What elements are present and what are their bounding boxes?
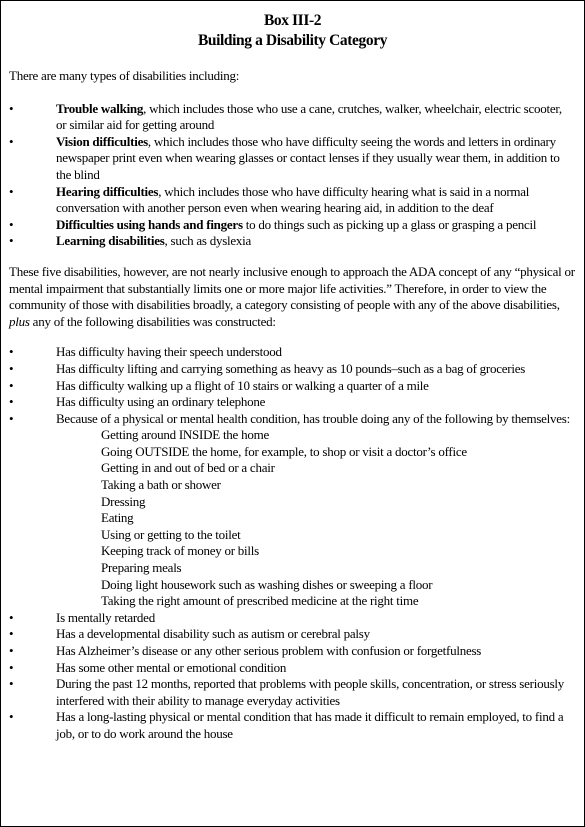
criterion-text: Has difficulty walking up a flight of 10 stairs or walking a quarter of a mile	[56, 377, 429, 393]
paragraph-text: These five disabilities, however, are not nearly inclusive enough to approach the ADA concept of any “physical or mental impairment that substantially limits one or more major life activities.” Therefore, in order to view the community of those with disabilities broadly, a category consisting of people with any of the above disabilities,	[9, 263, 575, 313]
disability-description: , which includes those who have difficulty seeing the words and letters in ordinary newspaper print even when wearing glasses or contact lenses if they usually wear them, in addition to the blind	[56, 133, 560, 182]
criterion-text: During the past 12 months, reported that problems with people skills, concentration, or stress seriously interfered with their ability to manage everyday activities	[56, 676, 564, 708]
activity-item: Getting in and out of bed or a chair	[101, 460, 275, 476]
disability-term: Learning disabilities	[56, 233, 165, 249]
activity-item: Using or getting to the toilet	[101, 526, 241, 542]
bullet: •	[9, 709, 14, 725]
criterion-text: Has Alzheimer’s disease or any other serious problem with confusion or forgetfulness	[56, 643, 482, 658]
list-item	[1, 610, 584, 627]
activity-item: Doing light housework such as washing dishes or sweeping a floor	[101, 576, 433, 592]
list-item	[1, 344, 584, 361]
activity-item: Taking a bath or shower	[101, 477, 221, 493]
bullet: •	[9, 659, 14, 675]
criteria-list	[1, 344, 584, 742]
list-item	[1, 361, 584, 378]
bullet: •	[9, 676, 14, 692]
list-item	[1, 411, 584, 610]
list-item	[1, 709, 584, 742]
list-item	[1, 378, 584, 395]
list-item	[1, 394, 584, 411]
bullet: •	[9, 394, 14, 410]
activity-item: Going OUTSIDE the home, for example, to shop or visit a doctor’s office	[101, 443, 467, 459]
daily-activities-sublist	[56, 427, 574, 610]
emphasis-word: plus	[9, 313, 30, 329]
activity-item: Getting around INSIDE the home	[101, 427, 269, 443]
list-item	[1, 643, 584, 660]
disability-description: to do things such as picking up a glass or grasping a pencil	[242, 216, 537, 232]
list-item	[1, 217, 584, 234]
list-item	[1, 676, 584, 709]
disability-types-list	[1, 101, 584, 250]
criterion-text: Has a developmental disability such as autism or cerebral palsy	[56, 626, 370, 642]
bullet: •	[9, 410, 14, 426]
list-item	[1, 101, 584, 134]
disability-description: , which includes those who have difficulty hearing what is said in a normal conversation with another person even when wearing hearing aid, in addition to the deaf	[56, 183, 530, 216]
criterion-text: Has difficulty having their speech understood	[56, 344, 282, 360]
explanation-paragraph	[9, 264, 576, 330]
intro-text: There are many types of disabilities including:	[9, 68, 240, 83]
disability-term: Difficulties using hands and fingers	[56, 216, 243, 232]
bullet: •	[9, 609, 14, 625]
criterion-text: Has difficulty lifting and carrying something as heavy as 10 pounds–such as a bag of groceries	[56, 360, 526, 376]
list-item	[1, 184, 584, 217]
bullet: •	[9, 377, 14, 393]
activity-item: Preparing meals	[101, 560, 182, 576]
disability-term: Hearing difficulties	[56, 183, 159, 199]
bullet: •	[9, 183, 14, 199]
bullet: •	[9, 360, 14, 376]
disability-term: Vision difficulties	[56, 133, 148, 149]
bullet: •	[9, 626, 14, 642]
paragraph-text-end: any of the following disabilities was constructed:	[29, 313, 276, 329]
list-item	[1, 134, 584, 184]
list-item	[1, 626, 584, 643]
bullet: •	[9, 133, 14, 149]
criterion-text: Has difficulty using an ordinary telephone	[56, 394, 266, 410]
criterion-text: Has a long-lasting physical or mental condition that has made it difficult to remain employed, to find a job, or to do work around the house	[56, 709, 564, 741]
list-item	[1, 660, 584, 677]
activity-item: Keeping track of money or bills	[101, 543, 259, 559]
box-heading	[1, 11, 584, 51]
disability-description: , which includes those who use a cane, crutches, walker, wheelchair, electric scooter, or similar aid for getting around	[56, 100, 562, 133]
bullet: •	[9, 100, 14, 116]
activity-item: Eating	[101, 510, 134, 526]
activity-item: Dressing	[101, 493, 146, 509]
criterion-text: Because of a physical or mental health condition, has trouble doing any of the following by themselves:	[56, 410, 570, 426]
box-title: Building a Disability Category	[197, 32, 388, 49]
disability-description: , such as dyslexia	[164, 233, 252, 249]
bullet: •	[9, 233, 14, 249]
criterion-text: Is mentally retarded	[56, 609, 155, 625]
bullet: •	[9, 344, 14, 360]
bullet: •	[9, 643, 14, 658]
bullet: •	[9, 216, 14, 232]
criterion-text: Has some other mental or emotional condition	[56, 659, 287, 675]
disability-term: Trouble walking	[56, 100, 144, 116]
list-item	[1, 233, 584, 250]
box-label: Box III-2	[263, 12, 322, 29]
activity-item: Taking the right amount of prescribed medicine at the right time	[101, 593, 419, 609]
